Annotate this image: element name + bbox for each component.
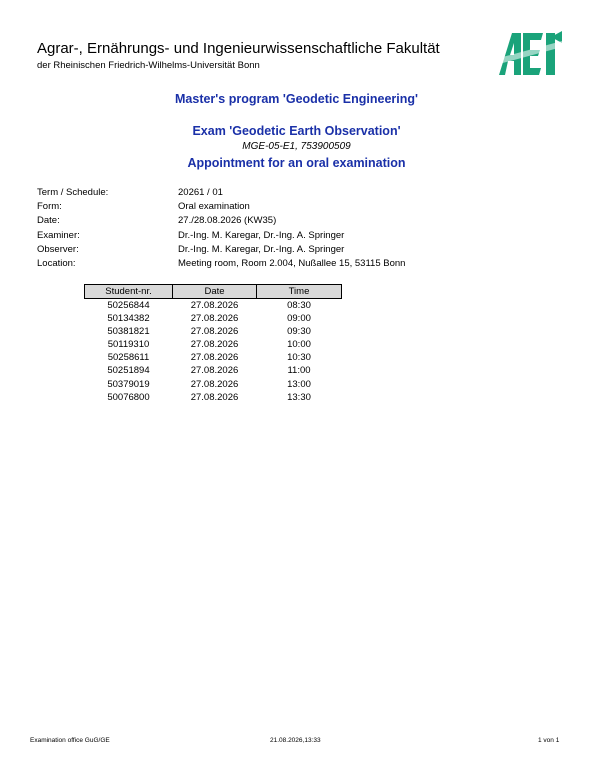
info-label: Location: — [37, 257, 76, 269]
table-row — [85, 378, 342, 391]
date-cell: 27.08.2026 — [190, 365, 239, 377]
date-cell: 27.08.2026 — [190, 378, 239, 390]
table-header-row — [85, 285, 342, 299]
footer-office: Examination office GuG/GE — [30, 737, 110, 744]
time-cell: 10:00 — [287, 339, 311, 351]
table-row — [85, 364, 342, 377]
info-label: Form: — [37, 201, 62, 213]
info-value: Dr.-Ing. M. Karegar, Dr.-Ing. A. Springer — [178, 243, 345, 255]
time-cell: 09:00 — [287, 313, 311, 325]
table-row — [85, 351, 342, 364]
date-cell: 27.08.2026 — [190, 326, 239, 338]
date-cell: 27.08.2026 — [190, 352, 239, 364]
info-label: Examiner: — [37, 229, 80, 241]
date-cell: 27.08.2026 — [190, 391, 239, 403]
appointment-heading: Appointment for an oral examination — [187, 156, 406, 170]
footer-timestamp: 21.08.2026,13:33 — [270, 737, 321, 744]
info-value: 27./28.08.2026 (KW35) — [178, 215, 277, 227]
info-label: Term / Schedule: — [37, 187, 109, 198]
exam-title: Exam 'Geodetic Earth Observation' — [192, 124, 401, 138]
info-value: Meeting room, Room 2.004, Nußallee 15, 53115 Bonn — [178, 257, 406, 269]
student-nr-cell: 50251894 — [107, 365, 150, 377]
time-cell: 13:30 — [287, 391, 311, 403]
time-cell: 13:00 — [287, 378, 311, 390]
column-header-date: Date — [173, 285, 257, 299]
info-value: Dr.-Ing. M. Karegar, Dr.-Ing. A. Springer — [178, 229, 345, 241]
time-cell: 08:30 — [287, 300, 311, 311]
table-row — [85, 325, 342, 338]
table-row — [85, 338, 342, 351]
exam-code: MGE-05-E1, 753900509 — [242, 141, 351, 152]
student-nr-cell: 50258611 — [107, 352, 150, 364]
program-title: Master's program 'Geodetic Engineering' — [175, 92, 418, 106]
student-nr-cell: 50119310 — [107, 339, 150, 351]
student-nr-cell: 50379019 — [107, 378, 150, 390]
table-row — [85, 391, 342, 404]
time-cell: 09:30 — [287, 326, 311, 338]
column-header-student-nr: Student-nr. — [85, 285, 173, 299]
time-cell: 10:30 — [287, 352, 311, 364]
university-name: der Rheinischen Friedrich-Wilhelms-Universität Bonn — [37, 60, 260, 71]
time-cell: 11:00 — [287, 365, 311, 377]
student-nr-cell: 50076800 — [107, 391, 150, 403]
info-value: 20261 / 01 — [178, 187, 223, 198]
column-header-time: Time — [257, 285, 342, 299]
info-label: Date: — [37, 215, 60, 227]
faculty-title: Agrar-, Ernährungs- und Ingenieurwissenschaftliche Fakultät — [37, 40, 440, 57]
footer-page-number: 1 von 1 — [538, 737, 560, 744]
schedule-table — [84, 284, 342, 404]
student-nr-cell: 50381821 — [107, 326, 150, 338]
date-cell: 27.08.2026 — [190, 313, 239, 325]
table-row — [85, 312, 342, 325]
info-label: Observer: — [37, 243, 79, 255]
date-cell: 27.08.2026 — [190, 300, 239, 311]
table-row — [85, 299, 342, 313]
aei-logo-icon — [499, 31, 562, 75]
info-value: Oral examination — [178, 201, 250, 213]
date-cell: 27.08.2026 — [190, 339, 239, 351]
student-nr-cell: 50134382 — [107, 313, 150, 325]
student-nr-cell: 50256844 — [107, 300, 150, 311]
